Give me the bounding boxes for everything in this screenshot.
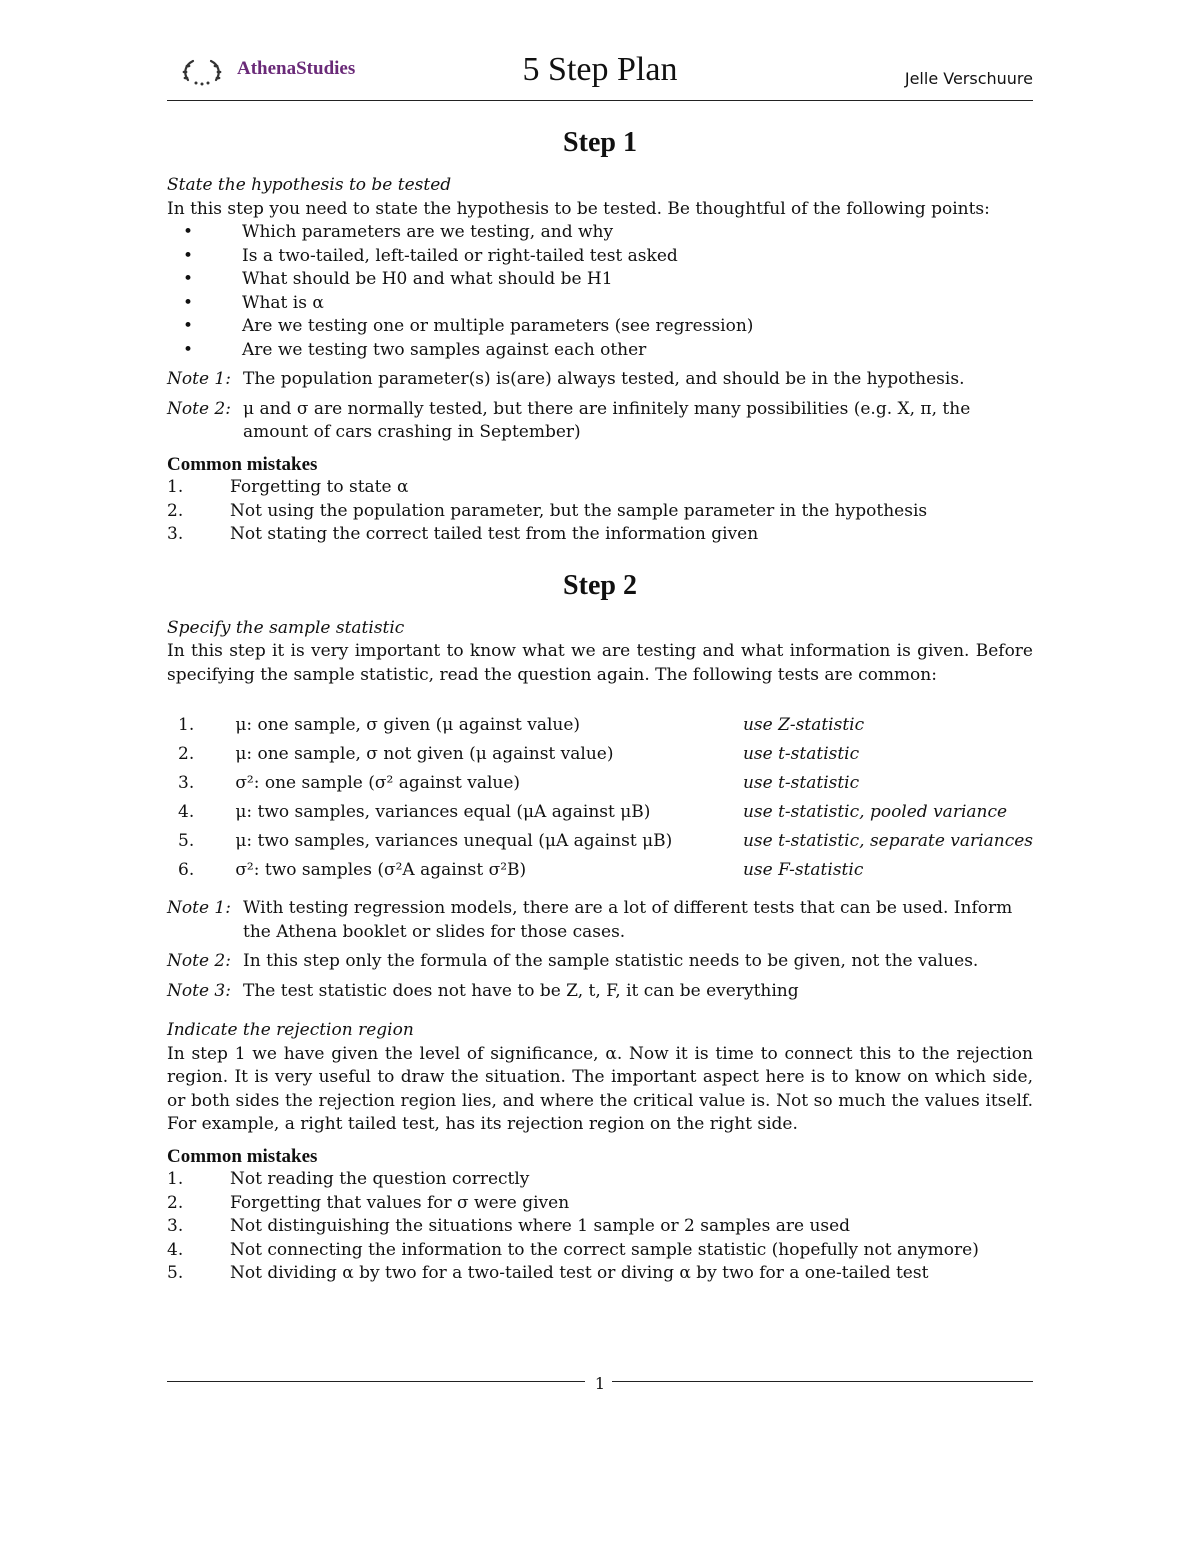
list-item: 1. Forgetting to state α	[167, 477, 409, 497]
page-footer	[167, 1372, 1033, 1392]
note-label: Note 2:	[167, 951, 231, 971]
list-item: 1. Not reading the question correctly	[167, 1169, 530, 1189]
page-header	[167, 48, 1033, 101]
step1-note-2	[167, 398, 1033, 445]
note-label: Note 2:	[167, 398, 231, 419]
list-item: 5. Not dividing α by two for a two-tailed test or diving α by two for a one-tailed test	[167, 1263, 929, 1283]
table-row: 2. μ: one sample, σ not given (μ against value) use t-statistic	[178, 743, 860, 764]
step2-note-2	[167, 950, 1033, 974]
step2-heading: Step 2	[563, 569, 637, 601]
note-text: With testing regression models, there are a lot of different tests that can be used. Inform the Athena booklet or slides for those cases.	[243, 898, 1013, 942]
note-text: μ and σ are normally tested, but there are infinitely many possibilities (e.g. X, π, the amount of cars crashing in September)	[243, 398, 971, 442]
list-item: 2. Forgetting that values for σ were given	[167, 1192, 570, 1213]
list-item: • Is a two-tailed, left-tailed or right-tailed test asked	[167, 245, 1033, 269]
step2-subhead: Specify the sample statistic	[167, 617, 405, 638]
step1-note-1	[167, 368, 1033, 392]
note-label: Note 1:	[167, 898, 231, 918]
note-text: In this step only the formula of the sample statistic needs to be given, not the values.	[243, 951, 979, 971]
list-item: • Are we testing one or multiple parameters (see regression)	[167, 315, 1033, 339]
step1-mistakes-list	[167, 476, 1033, 547]
step1-subhead: State the hypothesis to be tested	[167, 175, 452, 195]
note-text: The test statistic does not have to be Z, t, F, it can be everything	[243, 980, 799, 1001]
rejection-region-subhead: Indicate the rejection region	[167, 1020, 414, 1040]
step1-heading: Step 1	[563, 127, 637, 158]
step1-bullet-list	[167, 221, 1033, 362]
list-item: • Which parameters are we testing, and why	[167, 221, 1033, 245]
tests-table	[167, 711, 1033, 885]
note-label: Note 1:	[167, 369, 231, 389]
bullet-icon: •	[183, 245, 194, 266]
list-item: • What should be H0 and what should be H1	[167, 268, 1033, 292]
table-row: 4. μ: two samples, variances equal (μA against μB) use t-statistic, pooled variance	[178, 801, 1008, 822]
list-item: • Are we testing two samples against each other	[167, 339, 1033, 363]
step2-mistakes-list	[167, 1168, 1033, 1286]
note-text: The population parameter(s) is(are) always tested, and should be in the hypothesis.	[243, 369, 965, 389]
list-item: 2. Not using the population parameter, but the sample parameter in the hypothesis	[167, 500, 928, 521]
step2-note-3	[167, 980, 1033, 1004]
step2-mistakes-title: Common mistakes	[167, 1145, 318, 1167]
bullet-icon: •	[183, 292, 194, 313]
step2-intro: In this step it is very important to know what we are testing and what information is given. Before specifying the sample statistic, read the question again. The following tests are common:	[167, 641, 1033, 685]
rejection-region-paragraph: In step 1 we have given the level of significance, α. Now it is time to connect this to the rejection region. It is very useful to draw the situation. The important aspect here is to know on which side, or both sides the rejection region lies, and where the critical value is. Not so much the values itself. For example, a right tailed test, has its rejection region on the right side.	[167, 1043, 1033, 1134]
table-row: 1. μ: one sample, σ given (μ against value) use Z-statistic	[178, 714, 865, 735]
footer-rule-right	[612, 1381, 1033, 1382]
table-row: 3. σ²: one sample (σ² against value) use t-statistic	[178, 772, 860, 793]
list-item: 4. Not connecting the information to the correct sample statistic (hopefully not anymore)	[167, 1239, 979, 1260]
bullet-icon: •	[183, 269, 194, 289]
list-item: 3. Not distinguishing the situations where 1 sample or 2 samples are used	[167, 1216, 851, 1236]
list-item: • What is α	[167, 292, 1033, 316]
document-title: 5 Step Plan	[522, 51, 678, 88]
step2-note-1	[167, 897, 1033, 944]
main-content	[167, 118, 1033, 1286]
author-name: Jelle Verschuure	[904, 69, 1033, 88]
table-row: 5. μ: two samples, variances unequal (μA against μB) use t-statistic, separate variances	[178, 830, 1033, 851]
bullet-icon: •	[183, 339, 194, 360]
table-row: 6. σ²: two samples (σ²A against σ²B) use F-statistic	[178, 859, 864, 880]
note-label: Note 3:	[167, 980, 231, 1001]
bullet-icon: •	[183, 222, 194, 242]
list-item: 3. Not stating the correct tailed test from the information given	[167, 524, 759, 544]
bullet-icon: •	[183, 316, 194, 336]
step1-intro: In this step you need to state the hypothesis to be tested. Be thoughtful of the following points:	[167, 198, 990, 219]
step1-mistakes-title: Common mistakes	[167, 453, 318, 475]
page-number: 1	[594, 1374, 606, 1393]
brand-name: AthenaStudies	[237, 58, 356, 79]
